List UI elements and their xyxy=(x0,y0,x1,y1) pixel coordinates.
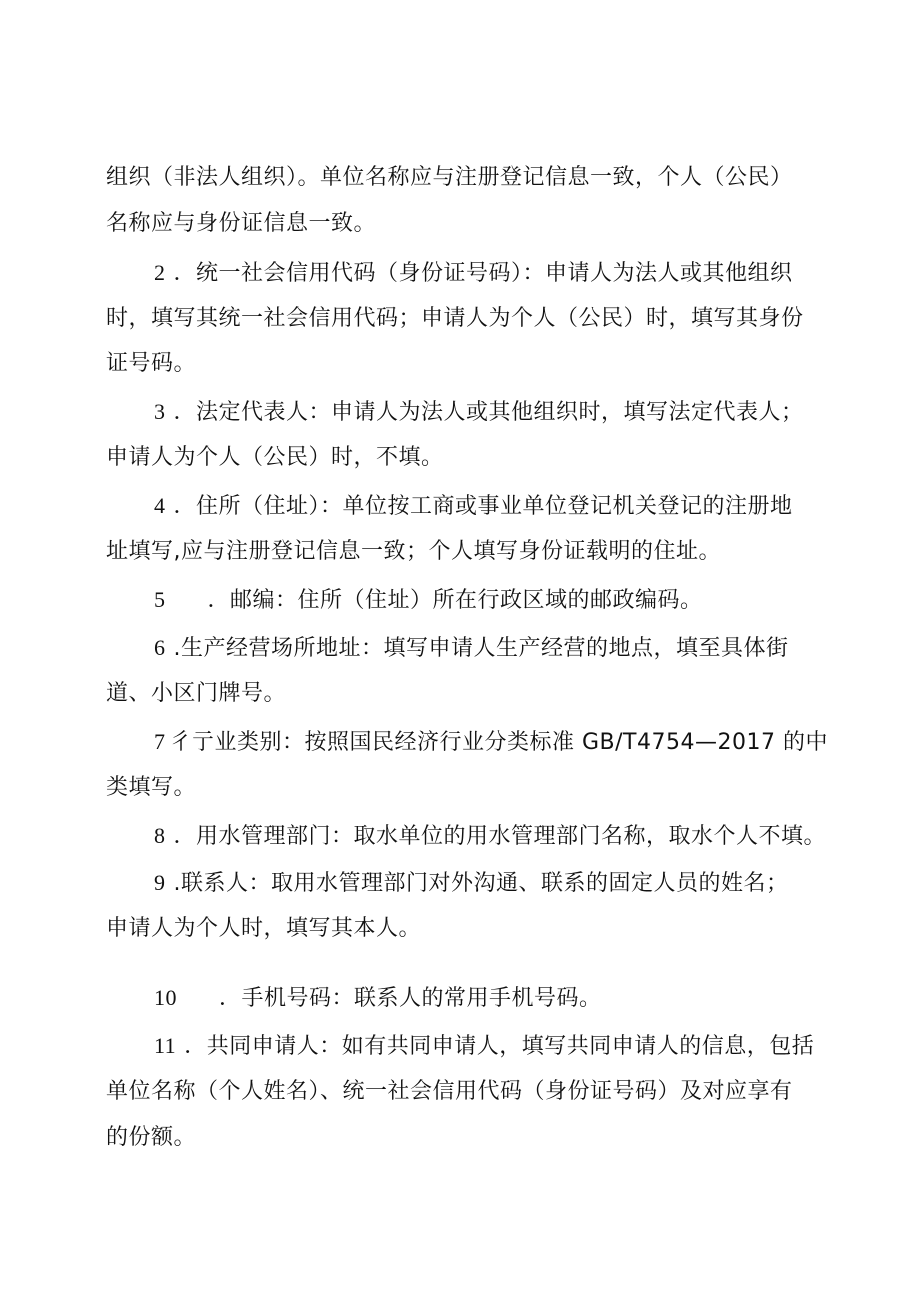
paragraph-line: 证号码。 xyxy=(106,351,197,376)
item-number: 5 xyxy=(154,587,166,612)
item-text: ．共同申请人：如有共同申请人，填写共同申请人的信息，包括 xyxy=(184,1034,815,1059)
paragraph-line: 单位名称（个人姓名）、统一社会信用代码（身份证号码）及对应享有 xyxy=(106,1079,793,1104)
item-text: .联系人：取用水管理部门对外沟通、联系的固定人员的姓名； xyxy=(173,871,789,896)
item-number: 11 xyxy=(154,1033,177,1058)
item-text: ．法定代表人：申请人为法人或其他组织时，填写法定代表人； xyxy=(173,400,804,425)
list-item-2 xyxy=(154,258,793,289)
list-item-5 xyxy=(154,585,703,616)
list-item-3 xyxy=(154,397,804,428)
item-number: 10 xyxy=(154,985,177,1010)
item-text: .生产经营场所地址：填写申请人生产经营的地点，填至具体街 xyxy=(173,636,789,661)
item-text: ．住所（住址）：单位按工商或事业单位登记机关登记的注册地 xyxy=(173,494,793,519)
paragraph-line: 的份额。 xyxy=(106,1125,197,1150)
list-item-9 xyxy=(154,868,789,899)
paragraph-line: 申请人为个人（公民）时，不填。 xyxy=(106,445,444,470)
item-number: 8 xyxy=(154,823,166,848)
item-text: 彳亍业类别：按照国民经济行业分类标准 GB/T4754—2017 的中 xyxy=(169,730,828,755)
paragraph-line: 组织（非法人组织）。单位名称应与注册登记信息一致，个人（公民） xyxy=(106,165,793,190)
item-text: ．手机号码：联系人的常用手机号码。 xyxy=(219,986,602,1011)
list-item-6 xyxy=(154,633,789,664)
item-text: ．邮编：住所（住址）所在行政区域的邮政编码。 xyxy=(207,588,703,613)
list-item-4 xyxy=(154,491,793,522)
item-text: ．用水管理部门：取水单位的用水管理部门名称，取水个人不填。 xyxy=(173,824,827,849)
list-item-10 xyxy=(154,983,602,1014)
list-item-8 xyxy=(154,821,826,852)
paragraph-line: 道、小区门牌号。 xyxy=(106,681,287,706)
paragraph-line: 名称应与身份证信息一致。 xyxy=(106,211,377,236)
item-number: 9 xyxy=(154,870,166,895)
item-number: 2 xyxy=(154,260,166,285)
paragraph-line: 类填写。 xyxy=(106,775,197,800)
list-item-7 xyxy=(154,727,828,758)
item-number: 7 xyxy=(154,729,166,754)
item-number: 4 xyxy=(154,493,166,518)
paragraph-line: 时，填写其统一社会信用代码；申请人为个人（公民）时，填写其身份 xyxy=(106,306,804,331)
list-item-11 xyxy=(154,1031,814,1062)
item-number: 6 xyxy=(154,635,166,660)
item-text: ．统一社会信用代码（身份证号码）：申请人为法人或其他组织 xyxy=(173,261,793,286)
paragraph-line: 申请人为个人时，填写其本人。 xyxy=(106,916,422,941)
paragraph-line: 址填写,应与注册登记信息一致；个人填写身份证载明的住址。 xyxy=(106,539,721,564)
item-number: 3 xyxy=(154,399,166,424)
